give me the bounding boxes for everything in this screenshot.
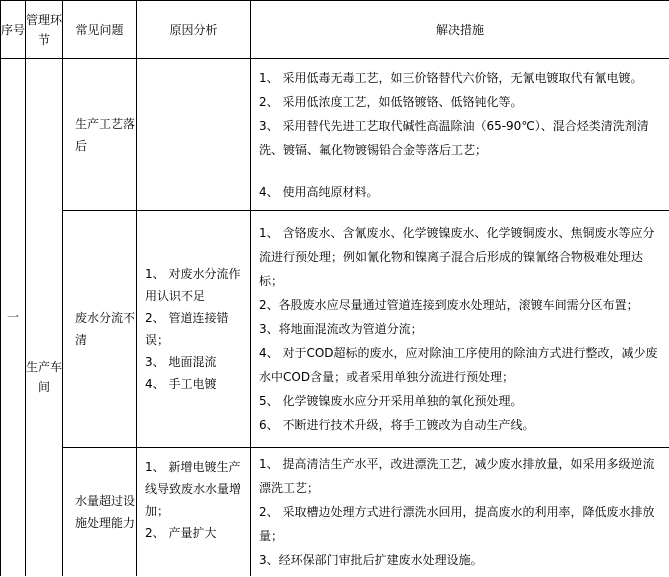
solution-item: 6、 不断进行技术升级，将手工镀改为自动生产线。 [259,418,535,432]
cause-cell [137,448,251,576]
stage-cell [26,59,63,576]
solution-item: 3、 采用替代先进工艺取代碱性高温除油（65-90℃）、混合烃类清洗剂清洗、镀镉、氟化物镀锡铅合金等落后工艺； [259,118,649,157]
header-issue: 常见问题 [63,1,137,59]
solution-item: 1、 采用低毒无毒工艺，如三价铬替代六价铬，无氰电镀取代有氰电镀。 [259,70,643,85]
solution-item: 3、经环保部门审批后扩建废水处理设施。 [259,553,483,567]
table-row [1,448,669,576]
solution-cell [251,211,669,448]
header-stage: 管理环节 [26,1,63,59]
solution-item: 2、 采用低浓度工艺，如低铬镀铬、低铬钝化等。 [259,94,523,109]
solution-item: 1、 含铬废水、含氰废水、化学镀镍废水、化学镀铜废水、焦铜废水等应分流进行预处理；例如氰化物和镍离子混合后形成的镍氰络合物极难处理达标； [259,226,655,288]
table-row [1,59,669,211]
issue-cell: 水量超过设施处理能力 [63,448,137,576]
cause-cell [137,211,251,448]
solution-item: 2、各股废水应尽量通过管道连接到废水处理站，滚镀车间需分区布置； [259,298,639,312]
solution-item: 1、 提高清洁生产水平，改进漂洗工艺，减少废水排放量，如采用多级逆流漂洗工艺； [259,457,655,495]
stage-text: 生产车间 [26,360,63,395]
cause-item: 1、 对废水分流作用认识不足 [145,267,241,303]
cause-item: 1、 新增电镀生产线导致废水水量增加； [145,460,242,518]
solution-item: 4、 对于COD超标的废水，应对除油工序使用的除油方式进行整改，减少废水中COD含量；或者采用单独分流进行预处理； [259,346,658,384]
solution-cell [251,448,669,576]
solution-item: 5、 化学镀镍废水应分开采用单独的氧化预处理。 [259,394,523,408]
header-seq: 序号 [1,1,26,59]
cause-item: 4、 手工电镀 [145,377,217,391]
solution-item: 2、 采取槽边处理方式进行漂洗水回用，提高废水的利用率，降低废水排放量； [259,505,655,543]
cause-item: 3、 地面混流 [145,355,217,369]
seq-cell: 一 [1,59,26,576]
header-cause: 原因分析 [137,1,251,59]
cause-item: 2、 产量扩大 [145,526,217,540]
solution-cell [251,59,669,211]
issue-cell: 生产工艺落后 [63,59,137,211]
solution-item: 4、 使用高纯原材料。 [259,184,379,199]
cause-item: 2、 管道连接错误； [145,311,229,347]
table-row [1,211,669,448]
header-solution: 解决措施 [251,1,669,59]
header-row [1,1,669,59]
cause-cell [137,59,251,211]
issue-cell: 废水分流不清 [63,211,137,448]
solution-item: 3、将地面混流改为管道分流； [259,322,423,336]
